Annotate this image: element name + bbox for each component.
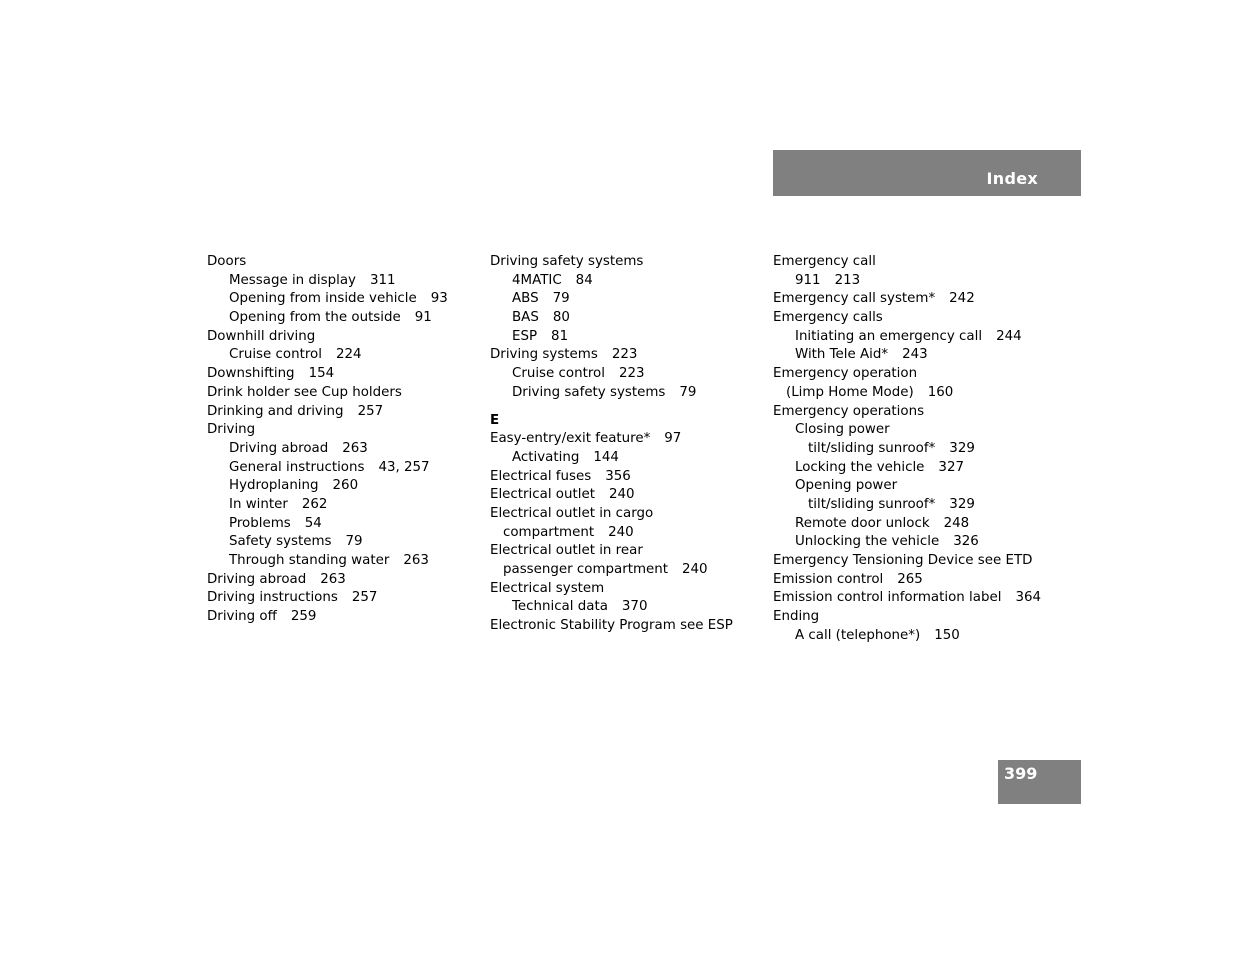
index-entry-page[interactable]: 263 (403, 553, 429, 568)
index-entry-page[interactable]: 223 (611, 347, 638, 363)
index-entry-page[interactable]: 43, 257 (378, 459, 430, 475)
index-entry-page[interactable]: 79 (345, 534, 363, 550)
index-entry (207, 346, 477, 365)
index-entry (773, 589, 1073, 608)
index-entry-page[interactable]: 243 (902, 347, 928, 363)
index-entry-term: ABS (512, 291, 539, 307)
index-entry-term: Initiating an emergency call (795, 328, 983, 344)
index-entry-term: Locking the vehicle (795, 459, 925, 475)
index-entry-term: Opening power (795, 478, 898, 494)
index-entry (773, 328, 1073, 347)
index-entry-term: Drinking and driving (207, 403, 344, 419)
index-entry-page[interactable]: 248 (943, 515, 970, 531)
index-entry-term: Driving abroad (207, 571, 307, 587)
index-entry-term: E (490, 412, 500, 428)
index-entry-term: Emergency calls (773, 310, 883, 326)
index-entry (207, 290, 477, 309)
index-entry (773, 571, 1073, 590)
index-entry-page[interactable]: 91 (414, 310, 432, 326)
index-entry-page[interactable]: 257 (357, 403, 384, 419)
index-entry-term: Emission control (773, 571, 884, 587)
index-entry-term: A call (telephone*) (795, 627, 921, 643)
index-entry-term: Safety systems (229, 534, 332, 550)
index-entry (773, 627, 1073, 646)
index-entry-term: Technical data (512, 599, 608, 615)
index-entry-term: Activating (512, 449, 580, 465)
index-entry-term: With Tele Aid* (795, 347, 889, 363)
index-entry (207, 253, 477, 272)
index-entry (773, 309, 1073, 328)
index-entry-page[interactable]: 262 (301, 496, 328, 512)
index-entry (207, 533, 477, 552)
index-entry-term: Electrical system (490, 580, 605, 596)
index-entry-term: Cruise control (229, 347, 322, 363)
index-entry-term: Driving safety systems (490, 254, 644, 269)
index-entry-term: Easy-entry/exit feature* (490, 431, 651, 447)
index-entry-page[interactable]: 326 (953, 534, 979, 550)
index-entry-page[interactable]: 80 (552, 310, 570, 326)
index-entry (207, 384, 477, 403)
index-entry-term: Unlocking the vehicle (795, 534, 940, 550)
index-entry (490, 617, 760, 636)
index-entry-term: ESP (512, 328, 538, 344)
index-entry-term: Emergency Tensioning Device see ETD (773, 553, 1033, 568)
index-entry-page[interactable]: 54 (304, 515, 322, 531)
index-column-1 (207, 253, 477, 627)
index-entry-term: passenger compartment (503, 562, 668, 577)
index-entry (207, 515, 477, 534)
index-entry-term: Electrical outlet in cargo (490, 505, 654, 521)
index-entry-term: compartment (503, 524, 595, 540)
index-entry (207, 552, 477, 571)
index-entry-page[interactable]: 244 (996, 328, 1022, 344)
index-entry (490, 384, 760, 403)
index-entry-term: Emergency operations (773, 403, 925, 419)
index-entry-page[interactable]: 259 (290, 609, 317, 625)
index-entry-page[interactable]: 327 (938, 459, 964, 475)
index-entry-page[interactable]: 240 (608, 524, 634, 540)
index-entry-term: Driving safety systems (512, 384, 666, 400)
index-entry (207, 421, 477, 440)
index-entry (490, 430, 760, 449)
index-entry (773, 496, 1073, 515)
index-entry (207, 589, 477, 608)
index-entry-term: Emission control information label (773, 590, 1002, 606)
index-entry-page[interactable]: 81 (551, 328, 569, 344)
index-entry-term: Emergency call system* (773, 291, 936, 307)
index-entry-term: Driving (207, 422, 256, 438)
index-entry-term: Opening from inside vehicle (229, 291, 417, 307)
index-entry (490, 524, 760, 543)
index-entry-page[interactable]: 263 (342, 440, 368, 456)
index-entry-term: Electrical outlet (490, 487, 595, 503)
index-entry (490, 253, 760, 272)
index-entry (207, 365, 477, 384)
index-entry-term: Driving instructions (207, 590, 338, 606)
index-entry (490, 598, 760, 617)
index-entry-page[interactable]: 240 (681, 562, 708, 577)
index-entry-page[interactable]: 213 (834, 272, 861, 288)
index-entry-page[interactable]: 329 (949, 496, 975, 512)
index-entry (490, 346, 760, 365)
index-entry-term: Drink holder see Cup holders (207, 384, 402, 400)
index-entry (490, 486, 760, 505)
index-entry-term: tilt/sliding sunroof* (808, 496, 936, 512)
index-entry (773, 440, 1073, 459)
index-entry-term: Remote door unlock (795, 515, 930, 531)
index-entry (773, 253, 1073, 272)
index-entry-term: Downshifting (207, 366, 295, 382)
index-entry (490, 580, 760, 599)
index-entry-page[interactable]: 79 (679, 384, 697, 400)
index-entry (207, 477, 477, 496)
index-entry (773, 608, 1073, 627)
index-column-3 (773, 253, 1073, 645)
index-entry-term: Driving systems (490, 347, 598, 363)
index-entry-term: In winter (229, 496, 288, 512)
index-entry-term: 911 (795, 272, 821, 288)
index-entry-page[interactable]: 242 (949, 291, 975, 307)
index-entry-term: General instructions (229, 459, 365, 475)
index-entry (773, 533, 1073, 552)
index-entry-page[interactable]: 257 (351, 590, 378, 606)
index-entry (490, 290, 760, 309)
index-entry-page[interactable]: 160 (927, 384, 954, 400)
index-entry-page[interactable]: 84 (575, 272, 593, 288)
index-entry-page[interactable]: 154 (308, 366, 335, 382)
index-entry-page[interactable]: 223 (618, 366, 645, 382)
index-entry (773, 272, 1073, 291)
index-entry-page[interactable]: 263 (320, 571, 346, 587)
index-entry-term: Doors (207, 254, 247, 269)
index-entry-term: Hydroplaning (229, 478, 319, 494)
index-entry-page[interactable]: 144 (593, 449, 619, 465)
index-entry-term: Opening from the outside (229, 310, 401, 326)
index-entry-term: 4MATIC (512, 272, 562, 288)
index-entry-page[interactable]: 150 (934, 627, 960, 643)
index-entry-page[interactable]: 224 (335, 347, 362, 363)
index-entry (773, 365, 1073, 384)
index-entry (773, 403, 1073, 422)
index-entry-term: Problems (229, 515, 291, 531)
index-entry (773, 384, 1073, 403)
index-entry-term: Driving off (207, 609, 277, 625)
index-entry-term: Closing power (795, 422, 890, 438)
index-entry-page[interactable]: 329 (949, 440, 975, 456)
index-entry-term: Ending (773, 609, 820, 625)
index-entry (490, 468, 760, 487)
index-entry-term: tilt/sliding sunroof* (808, 440, 936, 456)
section-title: Index (986, 169, 1038, 188)
index-entry (490, 505, 760, 524)
index-entry-term: Cruise control (512, 366, 605, 382)
index-entry (773, 290, 1073, 309)
index-entry-term: (Limp Home Mode) (786, 384, 914, 400)
index-entry (207, 571, 477, 590)
index-entry (490, 542, 760, 561)
index-entry (207, 459, 477, 478)
index-entry-page[interactable]: 311 (369, 272, 396, 288)
index-entry (207, 272, 477, 291)
index-entry (207, 496, 477, 515)
page-number: 399 (1004, 764, 1038, 783)
index-entry (207, 403, 477, 422)
index-entry (207, 608, 477, 627)
index-entry-page[interactable]: 364 (1015, 590, 1041, 606)
index-entry (207, 309, 477, 328)
index-entry (490, 328, 760, 347)
index-entry-term: Downhill driving (207, 328, 316, 344)
index-entry-term: Electronic Stability Program see ESP (490, 618, 733, 634)
index-entry (490, 449, 760, 468)
index-entry-term: Electrical fuses (490, 468, 592, 484)
index-entry (773, 346, 1073, 365)
index-entry (490, 561, 760, 580)
index-entry-term: Message in display (229, 272, 356, 288)
index-entry (207, 440, 477, 459)
index-entry-page[interactable]: 93 (430, 291, 448, 307)
index-entry-page[interactable]: 356 (605, 468, 631, 484)
index-entry-term: Emergency call (773, 254, 876, 269)
index-entry (773, 421, 1073, 440)
index-entry-page[interactable]: 240 (608, 487, 635, 503)
page-number-box (998, 760, 1081, 804)
index-entry-term: Driving abroad (229, 440, 329, 456)
index-entry-term: Electrical outlet in rear (490, 543, 643, 559)
index-entry-page[interactable]: 97 (664, 431, 682, 447)
index-entry (490, 272, 760, 291)
index-entry-term: Through standing water (229, 553, 390, 568)
index-column-2 (490, 253, 760, 636)
index-letter-heading (490, 412, 760, 431)
index-entry-page[interactable]: 260 (332, 478, 359, 494)
index-entry (207, 328, 477, 347)
index-entry-page[interactable]: 370 (621, 599, 648, 615)
section-header-tab (773, 150, 1081, 196)
index-entry (773, 477, 1073, 496)
index-entry (773, 552, 1073, 571)
index-entry-term: Emergency operation (773, 366, 918, 382)
index-entry (773, 459, 1073, 478)
index-entry (490, 309, 760, 328)
index-entry (773, 515, 1073, 534)
index-entry-page[interactable]: 79 (552, 291, 570, 307)
index-entry (490, 365, 760, 384)
index-entry-page[interactable]: 265 (897, 571, 923, 587)
index-entry-term: BAS (512, 310, 539, 326)
